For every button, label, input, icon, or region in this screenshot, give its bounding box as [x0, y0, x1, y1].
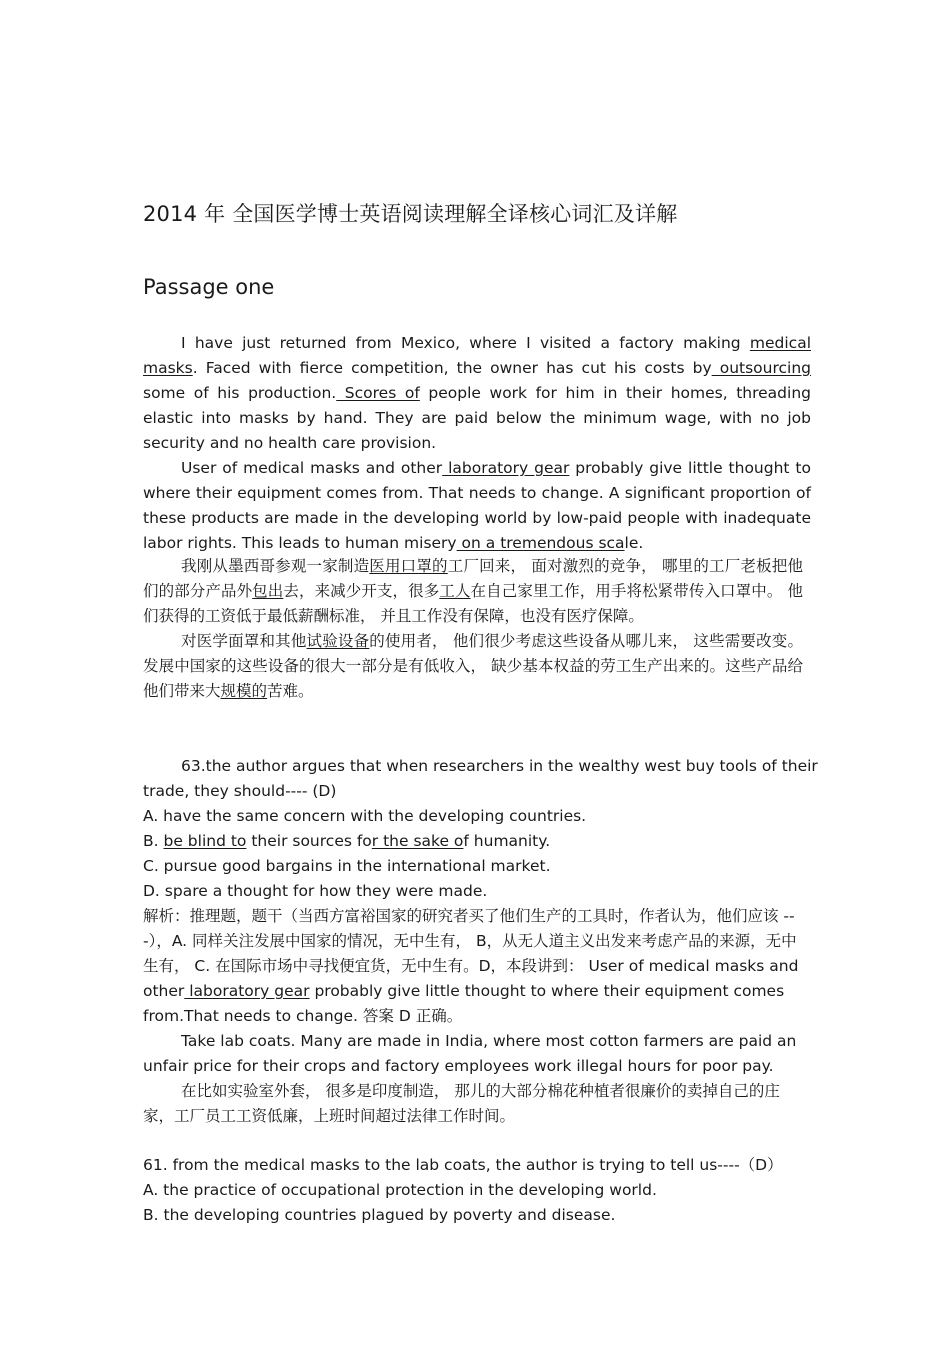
- vocab-underline: 规模的: [220, 682, 268, 700]
- text-run: probably give little thought to where their equipment comes from. That needs to change. A significant proportion of these products are made in the developing world by low-paid people with inadequate labor rights. This leads to human misery: [143, 459, 811, 552]
- vocab-underline: on a tremendous sca: [456, 534, 625, 552]
- text-run: some of his production.: [143, 384, 337, 402]
- text-run: 工厂回来， 面对激烈的竞争， 哪里的工厂老板把他们的部分产品外: [143, 557, 803, 600]
- vocab-underline: Scores of: [336, 384, 420, 402]
- text-run: 对医学面罩和其他: [181, 632, 307, 650]
- option-a: A. the practice of occupational protection in the developing world.: [143, 1181, 657, 1199]
- passage-heading: Passage one: [143, 275, 275, 299]
- text-run: 我刚从墨西哥参观一家制造: [181, 557, 370, 575]
- vocab-underline: 试验设备: [306, 632, 370, 650]
- text-run: 苦难。: [267, 682, 314, 700]
- passage-english: [143, 331, 811, 556]
- vocab-underline: be blind to: [163, 832, 247, 850]
- vocab-underline: outsourcing: [711, 359, 811, 377]
- option-a: A. have the same concern with the developing countries.: [143, 807, 587, 825]
- text-run: 去，来减少开支，很多: [283, 582, 440, 600]
- text-run: f humanity.: [463, 832, 551, 850]
- paragraph-3-english: Take lab coats. Many are made in India, where most cotton farmers are paid an unfair price for their crops and factory employees work illegal hours for poor pay.: [143, 1032, 797, 1075]
- text-run: le.: [624, 534, 644, 552]
- question-stem: 63.the author argues that when researchers in the wealthy west buy tools of their trade, they should---- (D): [143, 757, 818, 800]
- option-b: [143, 829, 833, 854]
- option-d: D. spare a thought for how they were made.: [143, 882, 488, 900]
- vocab-underline: laboratory gear: [442, 459, 570, 477]
- text-run: User of medical masks and other: [181, 459, 443, 477]
- text-run: 解析：推理题，题干（当西方富裕国家的研究者买了他们生产的工具时，作者认为，他们应该 ---），A. 同样关注发展中国家的情况，无中生有， B，从无人道主义出发来考虑产品的来源，无中生有， C. 在国际市场中寻找便宜货，无中生有。D，本段讲到： User of medical masks and other: [143, 907, 799, 1000]
- translation-paragraph-2: [143, 629, 803, 704]
- translation-paragraph-1: [143, 554, 803, 629]
- text-run: 在自己家里工作，用手将松紧带传入口罩中。 他们获得的工资低于最低薪酬标准， 并且工作没有保障，也没有医疗保障。: [143, 582, 803, 625]
- vocab-underline: medical masks: [143, 334, 811, 377]
- question-stem: 61. from the medical masks to the lab coats, the author is trying to tell us----（D）: [143, 1156, 783, 1174]
- vocab-underline: 包出: [252, 582, 284, 600]
- document-title: 2014 年 全国医学博士英语阅读理解全译核心词汇及详解: [143, 202, 678, 226]
- option-b: B. the developing countries plagued by poverty and disease.: [143, 1206, 616, 1224]
- passage-paragraph-2: [143, 456, 811, 556]
- vocab-underline: r the sake o: [371, 832, 464, 850]
- text-run: 的使用者， 他们很少考虑这些设备从哪儿来， 这些需要改变。发展中国家的这些设备的很大一部分是有低收入， 缺少基本权益的劳工生产出来的。这些产品给他们带来大: [143, 632, 803, 700]
- text-run: . Faced with fierce competition, the owner has cut his costs by: [192, 359, 712, 377]
- question-63: [143, 754, 833, 1029]
- text-run: B.: [143, 832, 164, 850]
- passage-paragraph-1: [143, 331, 811, 456]
- passage-translation: [143, 554, 803, 704]
- vocab-underline: laboratory gear: [184, 982, 310, 1000]
- passage-paragraph-3: [143, 1029, 811, 1129]
- text-run: people work for him in their homes, threading elastic into masks by hand. They are paid below the minimum wage, with no job security and no health care provision.: [143, 384, 811, 452]
- question-61: [143, 1153, 811, 1228]
- paragraph-3-translation: 在比如实验室外套， 很多是印度制造， 那儿的大部分棉花种植者很廉价的卖掉自己的庄家，工厂员工工资低廉，上班时间超过法律工作时间。: [143, 1082, 780, 1125]
- text-run: probably give little thought to where their equipment comes from.That needs to change. 答案 D 正确。: [143, 982, 785, 1025]
- text-run: I have just returned from Mexico, where I visited a factory making: [181, 334, 750, 352]
- answer-analysis: [143, 904, 811, 1029]
- vocab-underline: 工人: [439, 582, 471, 600]
- text-run: their sources fo: [246, 832, 372, 850]
- option-c: C. pursue good bargains in the international market.: [143, 857, 551, 875]
- vocab-underline: 医用口罩的: [369, 557, 448, 575]
